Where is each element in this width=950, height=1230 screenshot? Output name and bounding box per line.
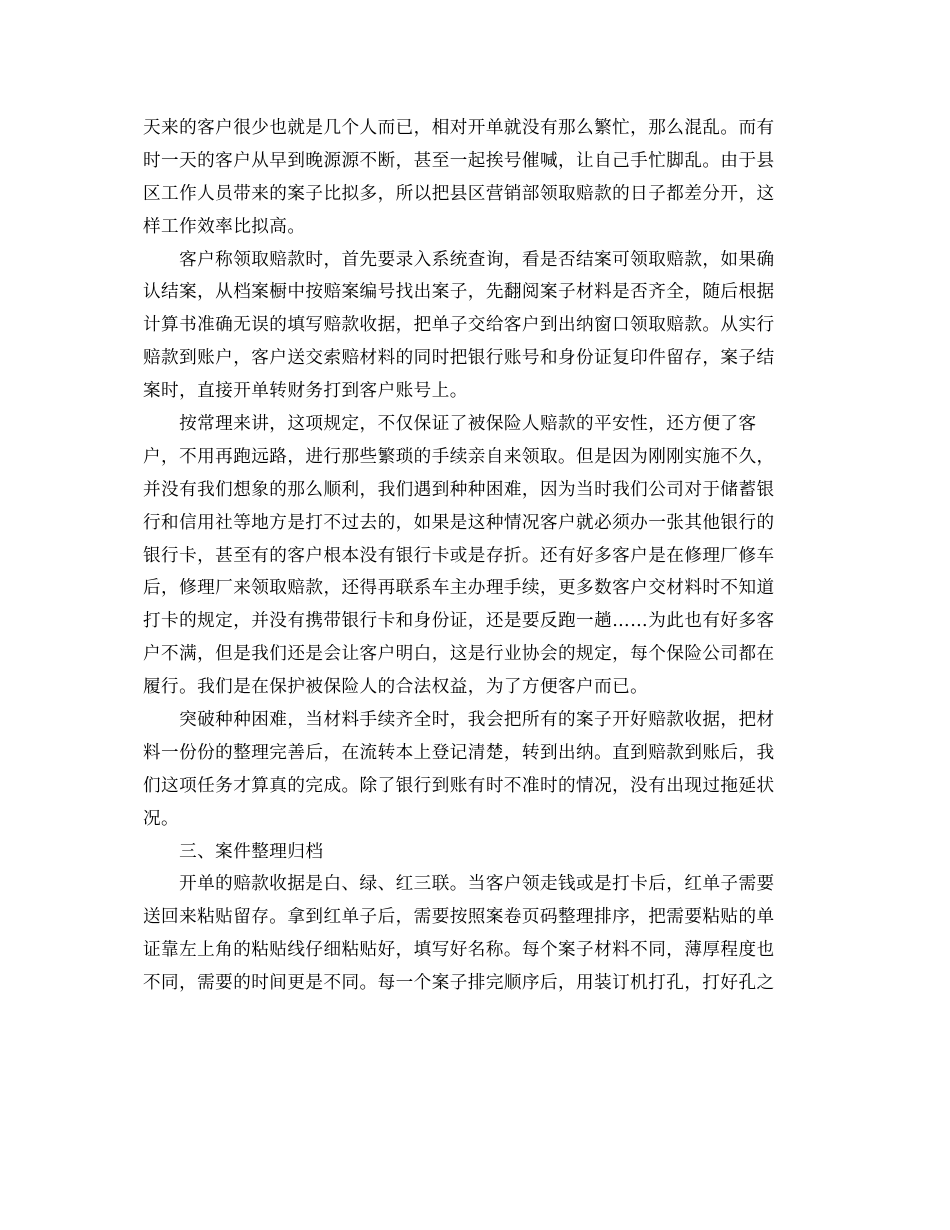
text-line: 况。 (143, 808, 180, 829)
section-heading: 三、案件整理归档 (143, 841, 324, 862)
text-line: 区工作人员带来的案子比拟多，所以把县区营销部领取赔款的日子都差分开，这 (143, 183, 775, 204)
text-line: 送回来粘贴留存。拿到红单子后，需要按照案卷页码整理排序，把需要粘贴的单 (143, 907, 775, 928)
text-line: 打卡的规定，并没有携带银行卡和身份证，还是要反跑一趟……为此也有好多客 (143, 611, 775, 632)
text-line: 并没有我们想象的那么顺利，我们遇到种种困难，因为当时我们公司对于储蓄银 (143, 479, 775, 500)
text-line: 行和信用社等地方是打不过去的，如果是这种情况客户就必须办一张其他银行的 (143, 512, 775, 533)
text-line: 们这项任务才算真的完成。除了银行到账有时不准时的情况，没有出现过拖延状 (143, 775, 775, 796)
text-line: 客户称领取赔款时，首先要录入系统查询，看是否结案可领取赔款，如果确 (143, 249, 775, 270)
text-line: 户不满，但是我们还是会让客户明白，这是行业协会的规定，每个保险公司都在 (143, 644, 775, 665)
text-line: 证靠左上角的粘贴线仔细粘贴好，填写好名称。每个案子材料不同，薄厚程度也 (143, 940, 775, 961)
text-line: 时一天的客户从早到晚源源不断，甚至一起挨号催喊，让自己手忙脚乱。由于县 (143, 150, 775, 171)
text-line: 按常理来讲，这项规定，不仅保证了被保险人赔款的平安性，还方便了客 (143, 414, 757, 435)
text-line: 样工作效率比拟高。 (143, 216, 306, 237)
text-line: 开单的赔款收据是白、绿、红三联。当客户领走钱或是打卡后，红单子需要 (143, 874, 775, 895)
text-line: 计算书准确无误的填写赔款收据，把单子交给客户到出纳窗口领取赔款。从实行 (143, 315, 775, 336)
text-line: 履行。我们是在保护被保险人的合法权益，为了方便客户而已。 (143, 677, 649, 698)
text-line: 不同，需要的时间更是不同。每一个案子排完顺序后，用装订机打孔，打好孔之 (143, 973, 775, 994)
text-line: 突破种种困难，当材料手续齐全时，我会把所有的案子开好赔款收据，把材 (143, 710, 775, 731)
text-line: 案时，直接开单转财务打到客户账号上。 (143, 381, 468, 402)
text-line: 赔款到账户，客户送交索赔材料的同时把银行账号和身份证复印件留存，案子结 (143, 348, 775, 369)
text-line: 后，修理厂来领取赔款，还得再联系车主办理手续，更多数客户交材料时不知道 (143, 578, 775, 599)
text-line: 户，不用再跑远路，进行那些繁琐的手续亲自来领取。但是因为刚刚实施不久， (143, 446, 775, 467)
text-line: 银行卡，甚至有的客户根本没有银行卡或是存折。还有好多客户是在修理厂修车 (143, 545, 775, 566)
text-line: 天来的客户很少也就是几个人而已，相对开单就没有那么繁忙，那么混乱。而有 (143, 118, 775, 138)
text-line: 认结案，从档案橱中按赔案编号找出案子，先翻阅案子材料是否齐全，随后根据 (143, 282, 775, 303)
text-line: 料一份份的整理完善后，在流转本上登记清楚，转到出纳。直到赔款到账后，我 (143, 742, 775, 763)
body-text (143, 112, 803, 1000)
